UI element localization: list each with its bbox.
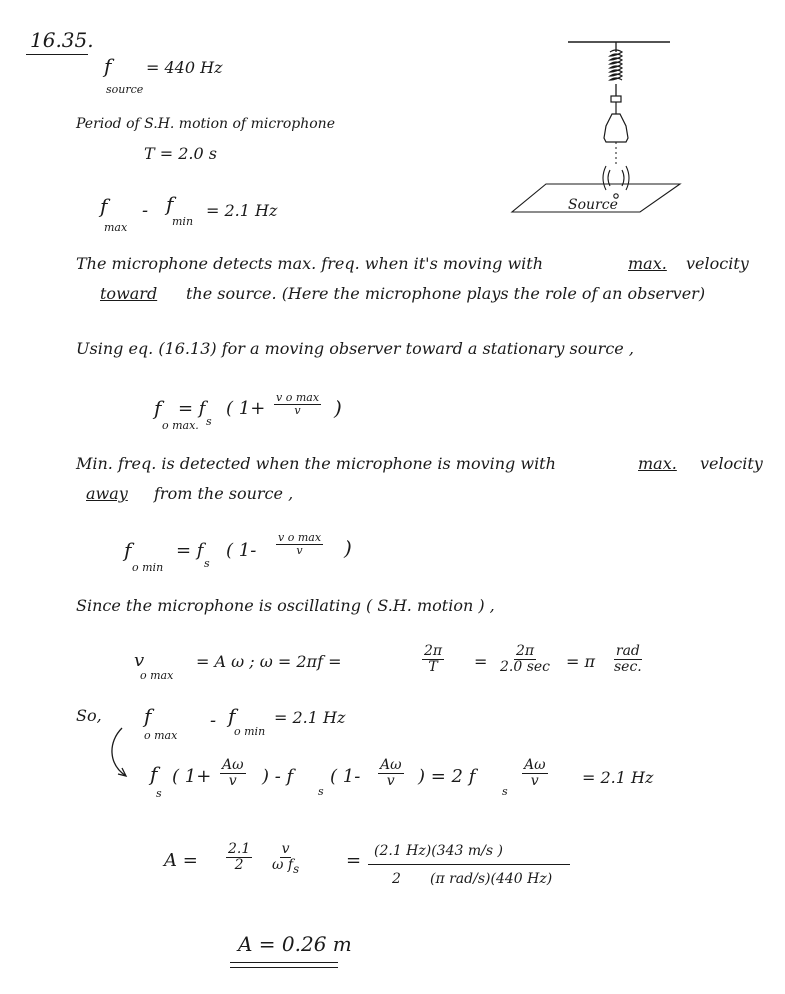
- eq-max-lhs-subscript: o max.: [162, 419, 199, 432]
- curved-arrow-icon: [104, 724, 144, 784]
- eq-min-denominator: v: [296, 544, 303, 558]
- so-label: So,: [76, 706, 102, 725]
- A-fraction-2: [270, 842, 301, 876]
- A-fraction-2-denominator: [270, 858, 301, 876]
- A-big-denominator-2: 2: [392, 871, 401, 887]
- eq-max-numerator: v o max: [276, 391, 320, 404]
- exp-fraction-1-denominator: v: [228, 773, 237, 790]
- omega-fraction-2: [498, 644, 552, 676]
- diff-value: = 2.1 Hz: [206, 201, 278, 220]
- vomax-subscript: o max: [140, 669, 174, 682]
- A-big-fraction-bar: [368, 864, 570, 865]
- exp-end: = 2.1 Hz: [582, 768, 654, 787]
- exp-fraction-2: [378, 758, 404, 790]
- eq-max-lhs: f: [154, 396, 162, 420]
- minfreq-away: away: [86, 484, 128, 503]
- exp-fraction-3-denominator: v: [530, 773, 539, 790]
- eq-min-lhs-subscript: o min: [132, 561, 164, 574]
- answer-underline-1: [230, 962, 338, 963]
- spring-microphone-diagram: [510, 30, 710, 220]
- exp-equals: ) = 2 f: [418, 766, 476, 787]
- A-fraction-1-denominator: 2: [234, 857, 244, 874]
- answer-underline-2: [230, 967, 338, 968]
- A-big-numerator: (2.1 Hz)(343 m/s ): [374, 843, 503, 859]
- fmax-subscript: max: [104, 221, 128, 234]
- explanation-toward: toward: [100, 284, 158, 303]
- minfreq-rest: from the source ,: [154, 484, 294, 503]
- problem-number-underline: [26, 54, 88, 55]
- exp-fraction-3-numerator: Aω: [524, 757, 546, 773]
- minfreq-line-1: Min. freq. is detected when the microphone is moving with: [76, 454, 556, 473]
- so-f1: f: [144, 704, 152, 728]
- eq-min-rhs-subscript: s: [204, 557, 210, 570]
- exp-f3-subscript: s: [502, 785, 508, 798]
- so-minus: -: [210, 710, 217, 731]
- A-fraction-1: [226, 842, 252, 874]
- exp-paren-2: ( 1-: [330, 766, 361, 787]
- eq-min-lhs: f: [124, 538, 132, 562]
- minfreq-max: max.: [638, 454, 677, 473]
- fmax: f: [100, 194, 108, 218]
- f-source-subscript: source: [106, 83, 144, 96]
- A-lhs: A =: [164, 850, 198, 871]
- source-label: Source: [568, 197, 618, 213]
- exp-fraction-1: [220, 758, 246, 790]
- eq-max-rhs-subscript: s: [206, 415, 212, 428]
- eq-min-close-paren: ): [344, 536, 352, 560]
- so-f2: f: [228, 704, 236, 728]
- sec-denominator: sec.: [614, 659, 642, 676]
- f-source-value: = 440 Hz: [146, 58, 223, 77]
- eq-max-denominator: v: [294, 404, 301, 418]
- explanation-max: max.: [628, 254, 667, 273]
- fmin-subscript: min: [172, 215, 194, 228]
- eq-min-numerator: v o max: [278, 531, 322, 544]
- so-f1-subscript: o max: [144, 729, 178, 742]
- exp-fraction-2-numerator: Aω: [380, 757, 402, 773]
- A-big-denominator: (π rad/s)(440 Hz): [430, 871, 553, 887]
- since-line: Since the microphone is oscillating ( S.H. motion ) ,: [76, 596, 495, 615]
- exp-paren-1: ( 1+: [172, 766, 212, 787]
- fmin: f: [166, 192, 174, 216]
- A-fraction-2-subscript: s: [293, 862, 300, 877]
- omega-equals: =: [474, 652, 488, 671]
- eq-max-fraction: [274, 392, 321, 417]
- vomax-equation: = A ω ; ω = 2πf =: [196, 652, 342, 671]
- minus-sign: -: [142, 200, 149, 221]
- eq-min-paren: ( 1-: [226, 540, 257, 561]
- omega-fraction-1-numerator: 2π: [424, 643, 443, 659]
- A-fraction-2-omega-f: ω f: [272, 857, 294, 874]
- exp-f1-subscript: s: [156, 787, 162, 800]
- explanation-line-1: The microphone detects max. freq. when it's moving with: [76, 254, 543, 273]
- eq-min-fraction: [276, 532, 323, 557]
- using-equation-line: Using eq. (16.13) for a moving observer toward a stationary source ,: [76, 339, 634, 358]
- rad-per-sec: [612, 644, 644, 676]
- A-equals: =: [346, 850, 362, 871]
- eq-max-close-paren: ): [334, 396, 342, 420]
- exp-f1: f: [150, 762, 158, 786]
- A-fraction-2-numerator: v: [281, 841, 290, 857]
- omega-fraction-1-denominator: T: [428, 659, 438, 676]
- explanation-line-2: the source. (Here the microphone plays the role of an observer): [186, 284, 706, 303]
- eq-max-rhs: = f: [178, 398, 206, 419]
- period-value: T = 2.0 s: [144, 144, 217, 163]
- omega-fraction-2-denominator: 2.0 sec: [500, 659, 551, 676]
- exp-fraction-2-denominator: v: [386, 773, 395, 790]
- omega-fraction-1: [422, 644, 444, 676]
- explanation-velocity: velocity: [686, 254, 749, 273]
- f-source: f: [104, 54, 112, 78]
- period-label: Period of S.H. motion of microphone: [76, 116, 335, 132]
- A-fraction-1-numerator: 2.1: [228, 841, 251, 857]
- omega-result: = π: [566, 652, 596, 671]
- so-f2-subscript: o min: [234, 725, 266, 738]
- rad-numerator: rad: [615, 643, 640, 659]
- so-value: = 2.1 Hz: [274, 708, 346, 727]
- exp-fraction-3: [522, 758, 548, 790]
- eq-max-paren: ( 1+: [226, 398, 266, 419]
- exp-f2-subscript: s: [318, 785, 324, 798]
- final-answer: A = 0.26 m: [238, 932, 352, 956]
- problem-number: 16.35.: [30, 28, 94, 52]
- minfreq-velocity: velocity: [700, 454, 763, 473]
- vomax: v: [134, 650, 145, 671]
- exp-middle: ) - f: [262, 766, 294, 787]
- eq-min-rhs: = f: [176, 540, 204, 561]
- exp-fraction-1-numerator: Aω: [222, 757, 244, 773]
- omega-fraction-2-numerator: 2π: [515, 643, 535, 659]
